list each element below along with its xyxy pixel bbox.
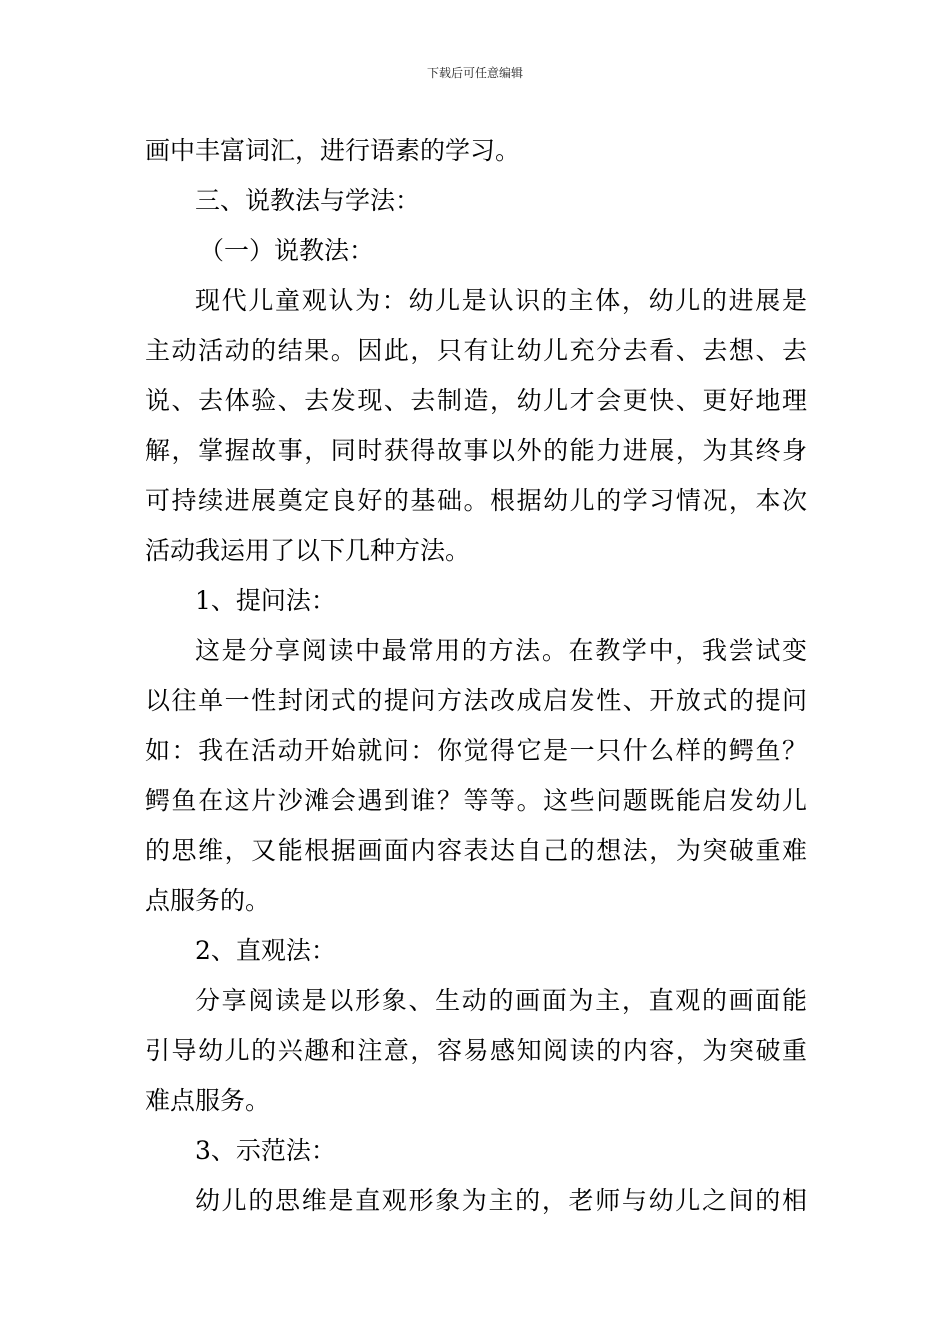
paragraph-line: 说、去体验、去发现、去制造，幼儿才会更快、更好地理 [145, 386, 807, 415]
page-header-note: 下载后可任意编辑 [426, 66, 523, 80]
document-body [145, 126, 807, 1226]
paragraph-line: 这是分享阅读中最常用的方法。在教学中，我尝试变 [195, 636, 807, 665]
paragraph-line: 现代儿童观认为：幼儿是认识的主体，幼儿的进展是 [195, 286, 807, 315]
paragraph-line: 难点服务。 [145, 1086, 271, 1115]
paragraph-line: 引导幼儿的兴趣和注意，容易感知阅读的内容，为突破重 [145, 1036, 807, 1065]
method-heading: 1、提问法： [195, 586, 336, 615]
paragraph-line: 以往单一性封闭式的提问方法改成启发性、开放式的提问 [145, 686, 807, 715]
method-heading: 3、示范法： [195, 1136, 336, 1165]
method-heading: 2、直观法： [195, 936, 336, 965]
paragraph-line: 点服务的。 [145, 886, 271, 915]
subsection-heading: （一）说教法： [199, 236, 375, 265]
paragraph-line: 幼儿的思维是直观形象为主的，老师与幼儿之间的相 [195, 1186, 807, 1215]
paragraph-line: 鳄鱼在这片沙滩会遇到谁？等等。这些问题既能启发幼儿 [145, 786, 807, 815]
paragraph-line: 如：我在活动开始就问：你觉得它是一只什么样的鳄鱼？ [145, 736, 807, 765]
paragraph-line: 解，掌握故事，同时获得故事以外的能力进展，为其终身 [145, 436, 807, 465]
paragraph-line: 可持续进展奠定良好的基础。根据幼儿的学习情况，本次 [145, 486, 807, 515]
paragraph-line: 分享阅读是以形象、生动的画面为主，直观的画面能 [195, 986, 807, 1015]
paragraph-line: 主动活动的结果。因此，只有让幼儿充分去看、去想、去 [145, 336, 807, 365]
text-line: 画中丰富词汇，进行语素的学习。 [145, 136, 521, 165]
paragraph-line: 的思维，又能根据画面内容表达自己的想法，为突破重难 [145, 836, 807, 865]
section-heading: 三、说教法与学法： [195, 186, 421, 215]
paragraph-line: 活动我运用了以下几种方法。 [145, 536, 471, 565]
